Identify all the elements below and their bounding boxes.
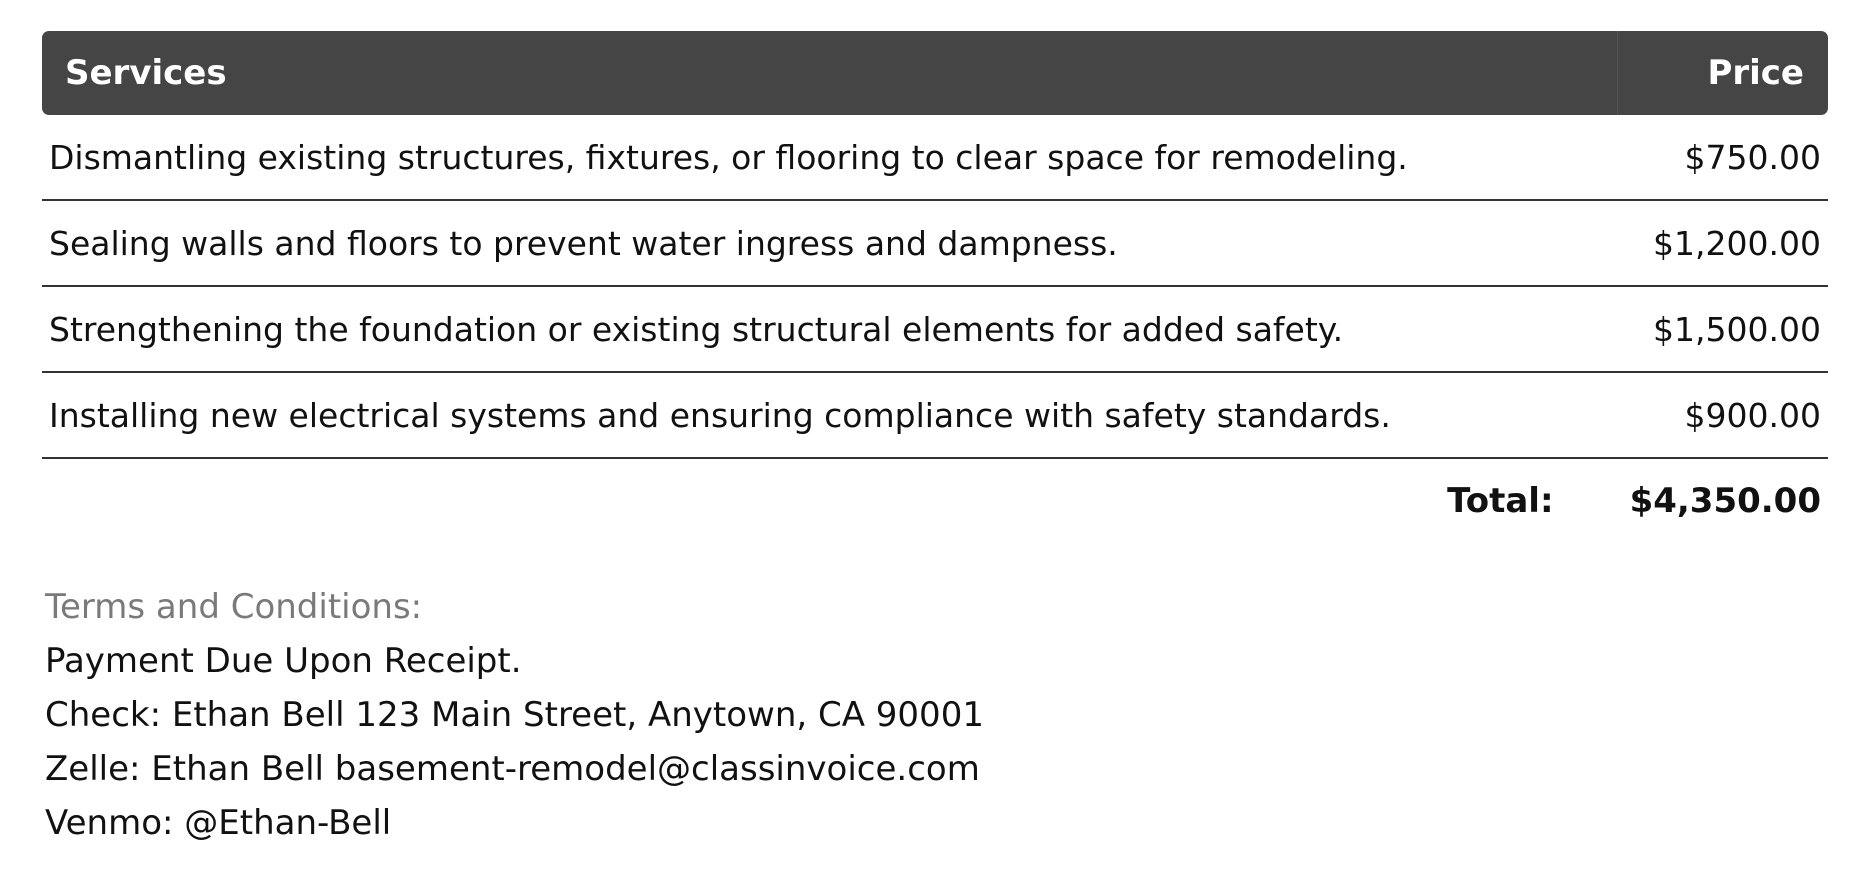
services-table [42,31,1828,543]
total-row [42,459,1828,543]
table-header [42,31,1828,115]
service-description: Installing new electrical systems and ensuring compliance with safety standards. [49,395,1391,435]
check-payment-info: Check: Ethan Bell 123 Main Street, Anytown, CA 90001 [45,695,984,735]
service-description: Strengthening the foundation or existing structural elements for added safety. [49,309,1344,349]
service-description: Sealing walls and floors to prevent water ingress and dampness. [49,223,1118,263]
total-label: Total: [1447,481,1554,521]
table-row [42,201,1828,287]
service-price: $900.00 [1684,395,1821,435]
terms-title: Terms and Conditions: [45,587,423,627]
table-row [42,373,1828,459]
service-description: Dismantling existing structures, fixtures, or flooring to clear space for remodeling. [49,137,1408,177]
service-price: $1,500.00 [1653,309,1821,349]
payment-due-note: Payment Due Upon Receipt. [45,641,522,681]
price-column-header: Price [1707,53,1804,93]
service-price: $750.00 [1684,137,1821,177]
services-column-header: Services [65,53,227,93]
zelle-payment-info: Zelle: Ethan Bell basement-remodel@classinvoice.com [45,749,980,789]
service-price: $1,200.00 [1653,223,1821,263]
venmo-payment-info: Venmo: @Ethan-Bell [45,803,392,843]
table-row [42,287,1828,373]
terms-and-conditions [45,580,984,850]
total-value: $4,350.00 [1629,481,1821,521]
header-divider [1617,31,1618,115]
table-row [42,115,1828,201]
